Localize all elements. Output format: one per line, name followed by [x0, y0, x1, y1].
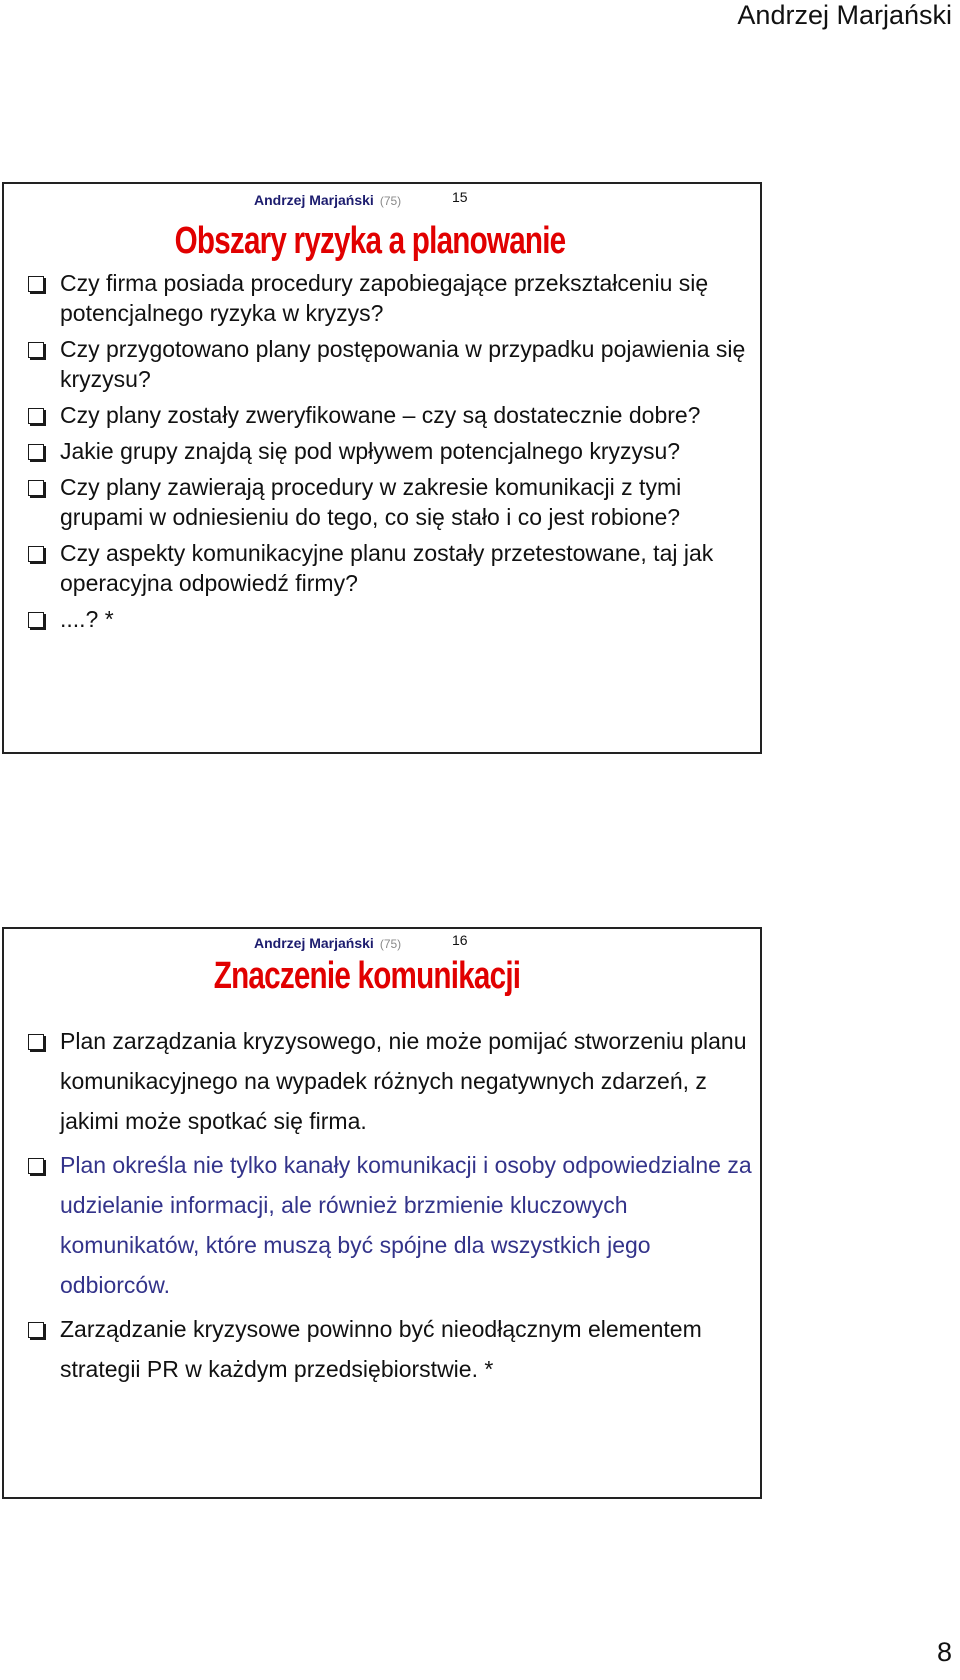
- slide-author-name: Andrzej Marjański: [254, 192, 374, 208]
- checkbox-bullet-icon: [28, 1322, 44, 1338]
- slide-count: (75): [379, 194, 402, 208]
- list-item: [28, 334, 754, 394]
- list-item: [28, 472, 754, 532]
- bullet-text: Czy przygotowano plany postępowania w przypadku pojawienia się kryzysu?: [60, 336, 746, 392]
- slide-title: Obszary ryzyka a planowanie: [174, 220, 566, 262]
- checkbox-bullet-icon: [28, 612, 44, 628]
- slide-author: [254, 192, 401, 208]
- bullet-text: Czy firma posiada procedury zapobiegające przekształceniu się potencjalnego ryzyka w kryzys?: [60, 270, 709, 326]
- checkbox-bullet-icon: [28, 546, 44, 562]
- checkbox-bullet-icon: [28, 1158, 44, 1174]
- slide-16: [2, 927, 762, 1499]
- bullet-list: [28, 268, 754, 640]
- checkbox-bullet-icon: [28, 480, 44, 496]
- checkbox-bullet-icon: [28, 342, 44, 358]
- slide-number: 16: [452, 932, 468, 948]
- checkbox-bullet-icon: [28, 276, 44, 292]
- slide-number: 15: [452, 189, 468, 205]
- list-item: [28, 1309, 754, 1389]
- list-item: [28, 1021, 754, 1141]
- bullet-text: Czy aspekty komunikacyjne planu zostały przetestowane, taj jak operacyjna odpowiedź firmy?: [60, 540, 714, 596]
- page-header-author: Andrzej Marjański: [737, 0, 952, 30]
- slide-title: Znaczenie komunikacji: [213, 955, 521, 997]
- bullet-text: Czy plany zawierają procedury w zakresie komunikacji z tymi grupami w odniesieniu do tego, co się stało i co jest robione?: [60, 474, 682, 530]
- slide-author-name: Andrzej Marjański: [254, 935, 374, 951]
- bullet-text: Plan zarządzania kryzysowego, nie może pomijać stworzeniu planu komunikacyjnego na wypadek różnych negatywnych zdarzeń, z jakimi może spotkać się firma.: [60, 1028, 747, 1134]
- slide-author: [254, 935, 401, 951]
- bullet-list: [28, 1021, 754, 1393]
- bullet-text: Czy plany zostały zweryfikowane – czy są dostatecznie dobre?: [60, 402, 701, 428]
- list-item: [28, 436, 754, 466]
- list-item: [28, 268, 754, 328]
- bullet-text: ....? *: [60, 606, 114, 632]
- list-item: [28, 400, 754, 430]
- slide-count: (75): [379, 937, 402, 951]
- bullet-text: Zarządzanie kryzysowe powinno być nieodłącznym elementem strategii PR w każdym przedsiębiorstwie. *: [60, 1316, 702, 1382]
- bullet-text: Jakie grupy znajdą się pod wpływem potencjalnego kryzysu?: [60, 438, 681, 464]
- checkbox-bullet-icon: [28, 408, 44, 424]
- bullet-text: Plan określa nie tylko kanały komunikacji i osoby odpowiedzialne za udzielanie informacji, ale również brzmienie kluczowych komunikatów, które muszą być spójne dla wszystkich jego odbiorców.: [60, 1152, 752, 1298]
- list-item: [28, 604, 754, 634]
- list-item: [28, 538, 754, 598]
- slide-15: [2, 182, 762, 754]
- checkbox-bullet-icon: [28, 1034, 44, 1050]
- page-number: 8: [936, 1637, 952, 1667]
- checkbox-bullet-icon: [28, 444, 44, 460]
- list-item: [28, 1145, 754, 1305]
